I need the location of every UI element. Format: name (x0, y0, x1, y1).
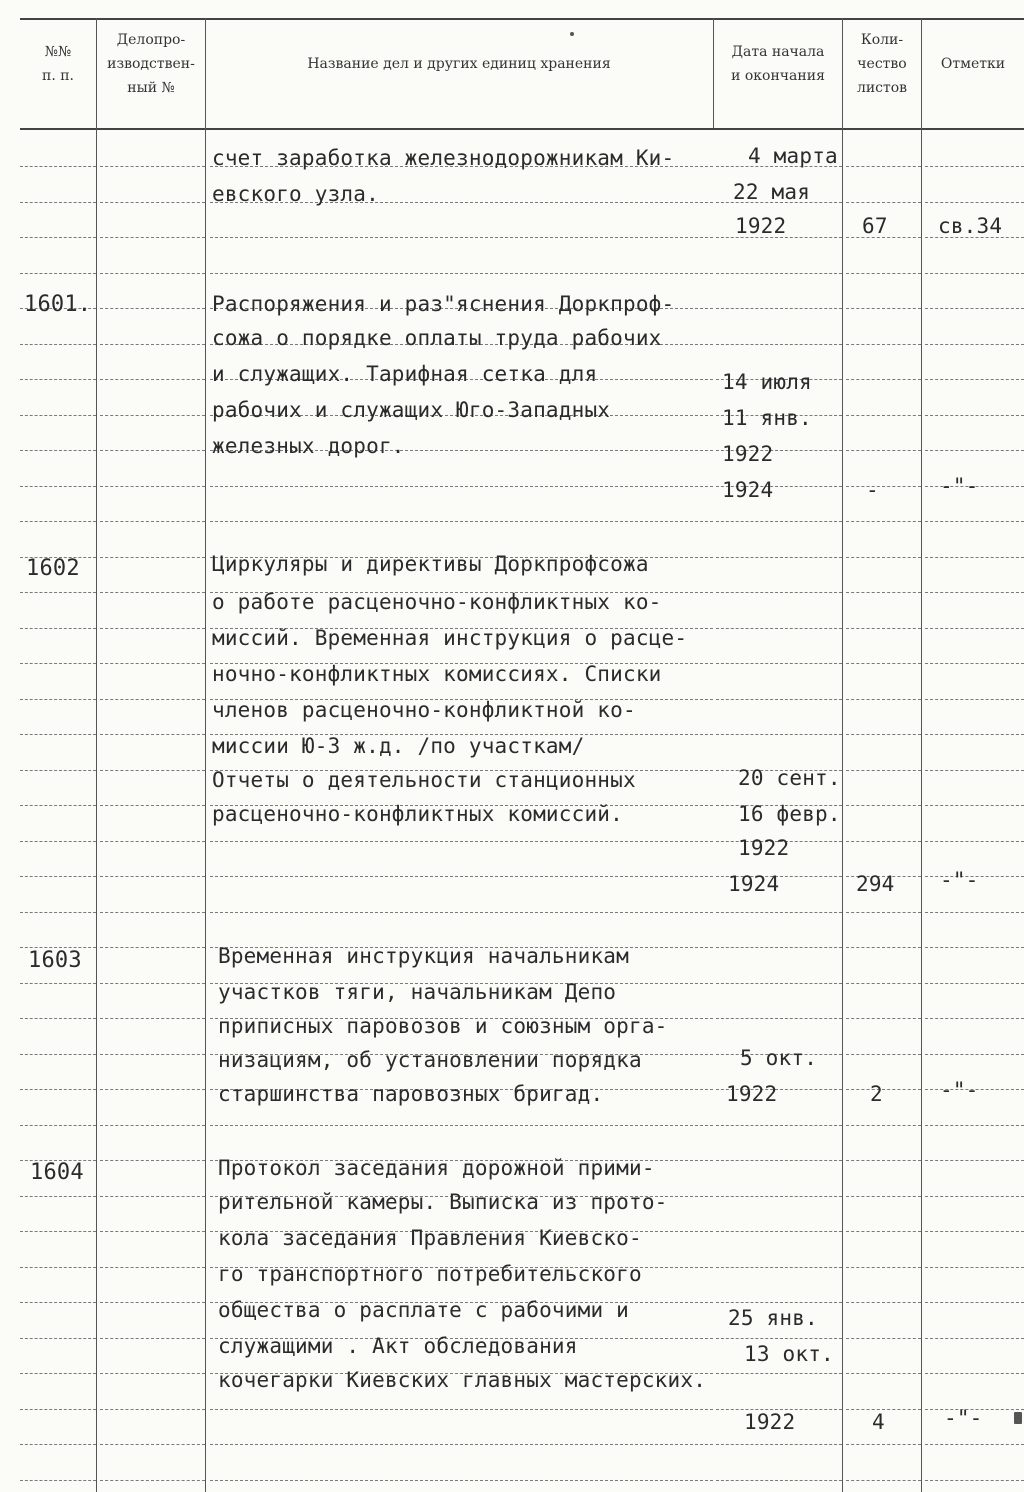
ruled-line (20, 841, 96, 842)
ruled-line (100, 1338, 205, 1339)
ruled-line (100, 770, 205, 771)
entry-number: 1601. (24, 292, 92, 317)
ruled-line (100, 1444, 205, 1445)
ruled-line (20, 1480, 96, 1481)
ruled-line (925, 415, 1024, 416)
entry-date-line: 1922 (726, 1082, 778, 1106)
ruled-line (100, 202, 205, 203)
entry-date-line: 16 февр. (738, 802, 841, 826)
ruled-line (925, 912, 1024, 913)
ruled-line (846, 912, 921, 913)
ruled-line (846, 1373, 921, 1374)
entry-title-line: счет заработка железнодорожникам Ки- (212, 146, 675, 170)
ruled-line (100, 699, 205, 700)
entry-title-line: Протокол заседания дорожной прими- (218, 1156, 655, 1180)
ruled-line (925, 1054, 1024, 1055)
ruled-line (846, 1480, 921, 1481)
ruled-line (716, 1373, 842, 1374)
ruled-line (210, 1480, 713, 1481)
header-office-number: Делопро- изводствен- ный № (107, 32, 195, 96)
entry-sheets: 2 (870, 1082, 883, 1106)
ruled-line (100, 273, 205, 274)
ruled-line (925, 379, 1024, 380)
ruled-line (100, 1231, 205, 1232)
ruled-line (925, 1196, 1024, 1197)
ruled-line (846, 983, 921, 984)
ruled-line (100, 521, 205, 522)
ruled-line (925, 805, 1024, 806)
column-divider (842, 18, 843, 1492)
ruled-line (100, 876, 205, 877)
ruled-line (20, 273, 96, 274)
ruled-line (20, 1231, 96, 1232)
ruled-line (20, 1089, 96, 1090)
ruled-line (846, 521, 921, 522)
column-divider (205, 18, 206, 1492)
ruled-line (100, 628, 205, 629)
ruled-line (20, 237, 96, 238)
ruled-line (846, 770, 921, 771)
entry-title-line: Временная инструкция начальникам (218, 944, 629, 968)
ruled-line (925, 1231, 1024, 1232)
ruled-line (846, 1018, 921, 1019)
ruled-line (20, 912, 96, 913)
ruled-line (846, 202, 921, 203)
ruled-line (925, 592, 1024, 593)
ruled-line (100, 308, 205, 309)
ruled-line (846, 1338, 921, 1339)
ruled-line (20, 415, 96, 416)
ruled-line (20, 166, 96, 167)
ruled-line (100, 734, 205, 735)
ruled-line (716, 1196, 842, 1197)
ruled-line (925, 770, 1024, 771)
ruled-line (925, 1480, 1024, 1481)
ruled-line (20, 770, 96, 771)
ruled-line (100, 841, 205, 842)
entry-sheets: - (866, 478, 879, 502)
ruled-line (716, 912, 842, 913)
entry-notes: -"- (940, 474, 979, 498)
ruled-line (846, 805, 921, 806)
ruled-line (925, 841, 1024, 842)
ruled-line (716, 521, 842, 522)
ruled-line (846, 308, 921, 309)
entry-date-line: 1922 (744, 1410, 796, 1434)
ruled-line (20, 486, 96, 487)
ruled-line (100, 1196, 205, 1197)
ruled-line (846, 1160, 921, 1161)
ruled-line (20, 1267, 96, 1268)
entry-title-line: расценочно-конфликтных комиссий. (212, 802, 623, 826)
ruled-line (100, 912, 205, 913)
ruled-line (846, 166, 921, 167)
column-divider (96, 18, 97, 1492)
ruled-line (846, 841, 921, 842)
entry-sheets: 67 (862, 214, 888, 238)
ruled-line (846, 1302, 921, 1303)
entry-date-line: 25 янв. (728, 1306, 818, 1330)
header-notes: Отметки (940, 56, 1006, 72)
entry-number: 1602 (26, 556, 80, 581)
entry-title-line: и служащих. Тарифная сетка для (212, 362, 598, 386)
ruled-line (716, 592, 842, 593)
ruled-line (210, 273, 713, 274)
ruled-line (846, 1125, 921, 1126)
ruled-line (100, 1089, 205, 1090)
entry-title-line: служащими . Акт обследования (218, 1334, 578, 1358)
ruled-line (20, 1018, 96, 1019)
ruled-line (100, 450, 205, 451)
ruled-line (100, 1302, 205, 1303)
ruled-line (846, 1267, 921, 1268)
entry-title-line: о работе расценочно-конфликтных ко- (212, 590, 662, 614)
entry-title-line: приписных паровозов и союзным орга- (218, 1014, 668, 1038)
ruled-line (925, 1302, 1024, 1303)
ruled-line (925, 734, 1024, 735)
ruled-line (846, 273, 921, 274)
ruled-line (100, 947, 205, 948)
header-dates: Дата начала и окончания (731, 44, 825, 84)
ruled-line (100, 1409, 205, 1410)
ruled-line (210, 1125, 713, 1126)
entry-title-line: Отчеты о деятельности станционных (212, 768, 636, 792)
entry-title-line: Распоряжения и раз"яснения Доркпроф- (212, 292, 675, 316)
ruled-line (716, 663, 842, 664)
ruled-line (925, 947, 1024, 948)
ruled-line (925, 1125, 1024, 1126)
ruled-line (925, 521, 1024, 522)
ruled-line (210, 912, 713, 913)
ruled-line (100, 379, 205, 380)
column-divider (921, 18, 922, 1492)
ruled-line (100, 1125, 205, 1126)
ruled-line (20, 450, 96, 451)
stray-mark (1014, 1412, 1022, 1424)
entry-date-line: 4 марта (748, 144, 838, 168)
entry-notes: -"- (940, 868, 979, 892)
entry-title-line: миссии Ю-З ж.д. /по участкам/ (212, 734, 585, 758)
ruled-line (925, 273, 1024, 274)
ruled-line (100, 1480, 205, 1481)
ruled-line (20, 734, 96, 735)
ruled-line (210, 486, 713, 487)
ruled-line (716, 1444, 842, 1445)
ruled-line (20, 1373, 96, 1374)
entry-title-line: сожа о порядке оплаты труда рабочих (212, 326, 662, 350)
ruled-line (925, 628, 1024, 629)
ruled-line (20, 521, 96, 522)
ruled-line (100, 166, 205, 167)
column-divider (713, 18, 714, 128)
entry-title-line: общества о расплате с рабочими и (218, 1298, 629, 1322)
entry-title-line: низациям, об установлении порядка (218, 1048, 642, 1072)
ruled-line (716, 628, 842, 629)
ruled-line (846, 699, 921, 700)
ruled-line (846, 734, 921, 735)
ruled-line (100, 592, 205, 593)
entry-date-line: 1922 (722, 442, 774, 466)
entry-date-line: 20 сент. (738, 766, 841, 790)
ruled-line (100, 1018, 205, 1019)
ruled-line (716, 1160, 842, 1161)
entry-number: 1603 (28, 948, 82, 973)
ruled-line (210, 1409, 713, 1410)
entry-title-line: рабочих и служащих Юго-Западных (212, 398, 611, 422)
header-bottom-border (20, 128, 1024, 130)
ruled-line (20, 1196, 96, 1197)
ruled-line (925, 663, 1024, 664)
ruled-line (925, 450, 1024, 451)
entry-date-line: 1924 (728, 872, 780, 896)
entry-date-line: 22 мая (733, 180, 811, 204)
ruled-line (716, 308, 842, 309)
ruled-line (925, 699, 1024, 700)
ruled-line (846, 1054, 921, 1055)
ruled-line (716, 699, 842, 700)
ruled-line (210, 521, 713, 522)
ruled-line (716, 983, 842, 984)
entry-title-line: миссий. Временная инструкция о расце- (212, 626, 688, 650)
ruled-line (100, 1054, 205, 1055)
ruled-line (210, 1444, 713, 1445)
entry-notes: св.34 (938, 214, 1003, 238)
ruled-line (716, 1480, 842, 1481)
ruled-line (846, 415, 921, 416)
ruled-line (716, 1302, 842, 1303)
ruled-line (100, 663, 205, 664)
ruled-line (210, 237, 713, 238)
ruled-line (20, 983, 96, 984)
entry-title-line: железных дорог. (212, 434, 405, 458)
entry-date-line: 1922 (738, 836, 790, 860)
ruled-line (100, 557, 205, 558)
ruled-line (925, 344, 1024, 345)
entry-date-line: 1922 (735, 214, 787, 238)
ruled-line (925, 1160, 1024, 1161)
ruled-line (925, 557, 1024, 558)
ruled-line (20, 202, 96, 203)
entry-title-line: кола заседания Правления Киевско- (218, 1226, 642, 1250)
ruled-line (716, 1125, 842, 1126)
ruled-line (100, 415, 205, 416)
entry-date-line: 13 окт. (744, 1342, 834, 1366)
ruled-line (20, 663, 96, 664)
ruled-line (846, 344, 921, 345)
ruled-line (925, 1018, 1024, 1019)
ruled-line (716, 1231, 842, 1232)
ruled-line (716, 1267, 842, 1268)
ruled-line (846, 628, 921, 629)
ruled-line (925, 983, 1024, 984)
ruled-line (716, 344, 842, 345)
ruled-line (925, 308, 1024, 309)
ruled-line (846, 486, 921, 487)
entry-title-line: кочегарки Киевских главных мастерских. (218, 1368, 707, 1392)
header-number: №№ п. п. (41, 44, 74, 84)
ruled-line (100, 344, 205, 345)
ruled-line (846, 1231, 921, 1232)
entry-date-line: 1924 (722, 478, 774, 502)
ruled-line (846, 1089, 921, 1090)
ruled-line (846, 379, 921, 380)
ruled-line (20, 1409, 96, 1410)
ruled-line (716, 734, 842, 735)
ruled-line (20, 1338, 96, 1339)
ruled-line (20, 699, 96, 700)
ruled-line (20, 628, 96, 629)
entry-date-line: 11 янв. (722, 406, 812, 430)
entry-notes: -"- (940, 1078, 979, 1102)
top-border (20, 18, 1024, 20)
ruled-line (925, 202, 1024, 203)
ruled-line (925, 166, 1024, 167)
ruled-line (20, 1125, 96, 1126)
entry-sheets: 294 (856, 872, 895, 896)
entry-title-line: рительной камеры. Выписка из прото- (218, 1190, 668, 1214)
ruled-line (210, 876, 713, 877)
entry-title-line: участков тяги, начальникам Депо (218, 980, 617, 1004)
entry-date-line: 14 июля (722, 370, 812, 394)
entry-number: 1604 (30, 1160, 84, 1185)
ruled-line (846, 947, 921, 948)
entry-date-line: 5 окт. (740, 1046, 818, 1070)
ruled-line (846, 592, 921, 593)
entry-title-line: евского узла. (212, 182, 379, 206)
ruled-line (100, 1160, 205, 1161)
ruled-line (846, 663, 921, 664)
ruled-line (925, 1444, 1024, 1445)
entry-title-line: Циркуляры и директивы Доркпрофсожа (212, 552, 649, 576)
ruled-line (100, 486, 205, 487)
entry-sheets: 4 (872, 1410, 885, 1434)
ruled-line (716, 557, 842, 558)
ruled-line (716, 1338, 842, 1339)
ruled-line (20, 592, 96, 593)
entry-title-line: го транспортного потребительского (218, 1262, 642, 1286)
header-sheets: Коли- чество листов (856, 32, 908, 96)
ruled-line (20, 1444, 96, 1445)
ruled-line (925, 1338, 1024, 1339)
ruled-line (100, 1373, 205, 1374)
ruled-line (20, 379, 96, 380)
entry-notes: -"- (944, 1406, 983, 1430)
ruled-line (846, 450, 921, 451)
ruled-line (716, 273, 842, 274)
ruled-line (100, 1267, 205, 1268)
ruled-line (100, 983, 205, 984)
ruled-line (100, 805, 205, 806)
ruled-line (846, 1444, 921, 1445)
ruled-line (20, 876, 96, 877)
ruled-line (846, 557, 921, 558)
ruled-line (846, 1196, 921, 1197)
header-title: Название дел и других единиц хранения (307, 56, 611, 72)
ruled-line (925, 1373, 1024, 1374)
ruled-line (20, 1054, 96, 1055)
stray-mark (570, 32, 574, 36)
ruled-line (20, 1302, 96, 1303)
ruled-line (20, 344, 96, 345)
ruled-line (925, 1267, 1024, 1268)
ruled-line (716, 947, 842, 948)
entry-title-line: старшинства паровозных бригад. (218, 1082, 604, 1106)
ruled-line (100, 237, 205, 238)
entry-title-line: членов расценочно-конфликтной ко- (212, 698, 636, 722)
ruled-line (716, 1018, 842, 1019)
entry-title-line: ночно-конфликтных комиссиях. Списки (212, 662, 662, 686)
ruled-line (20, 805, 96, 806)
ruled-line (210, 841, 713, 842)
